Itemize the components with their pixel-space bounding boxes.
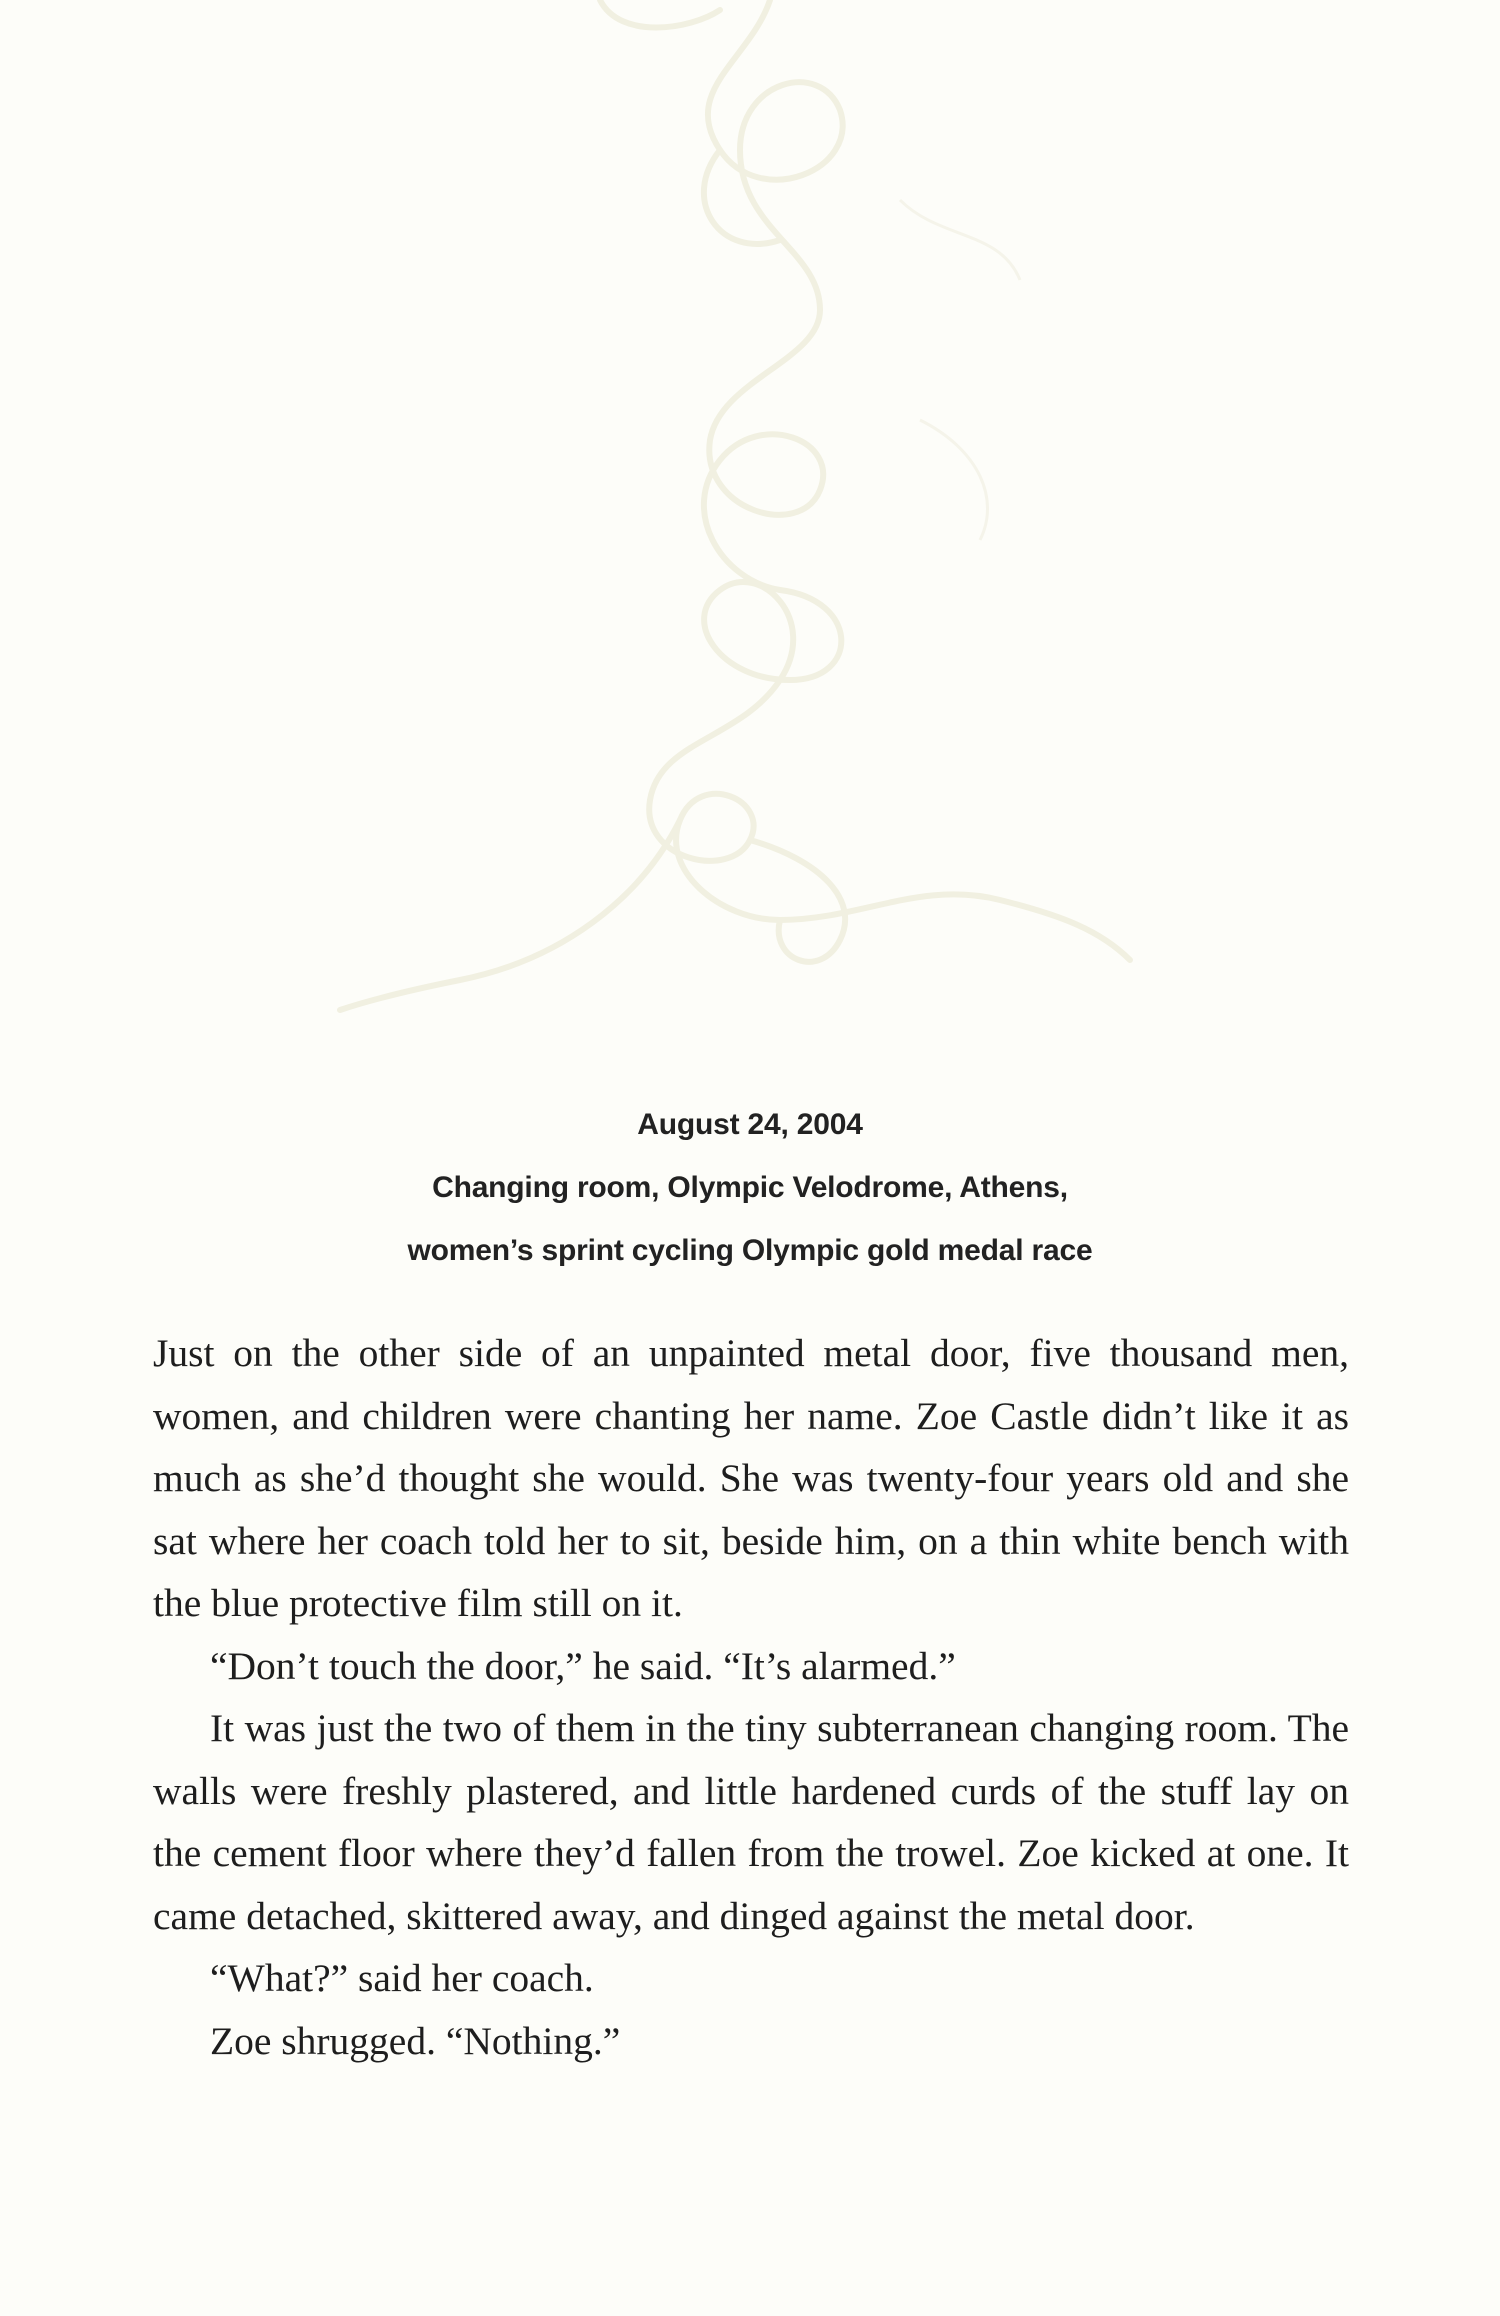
paragraph: It was just the two of them in the tiny subterranean changing room. The walls were freshly plastered, and little hardened curds of the stuff lay on the cement floor where they’d fallen from the trowel. Zoe kicked at one. It came detached, skittered away, and dinged against the metal door. — [153, 1706, 1349, 1938]
paragraph: “Don’t touch the door,” he said. “It’s alarmed.” — [210, 1643, 956, 1688]
paragraph: Zoe shrugged. “Nothing.” — [210, 2018, 621, 2063]
chapter-location: Changing room, Olympic Velodrome, Athens, — [432, 1171, 1068, 1204]
flourish-ornament — [300, 0, 1200, 1020]
paragraph: Just on the other side of an unpainted metal door, five thousand men, women, and children were chanting her name. Zoe Castle didn’t like it as much as she’d thought she would. She was twenty-four years old and she sat where her coach told her to sit, beside him, on a thin white bench with the blue protective film still on it. — [153, 1331, 1349, 1625]
paragraph: “What?” said her coach. — [210, 1956, 594, 2000]
chapter-date: August 24, 2004 — [637, 1108, 863, 1141]
chapter-event: women’s sprint cycling Olympic gold medal race — [407, 1234, 1093, 1267]
body-text — [153, 1322, 1349, 2072]
